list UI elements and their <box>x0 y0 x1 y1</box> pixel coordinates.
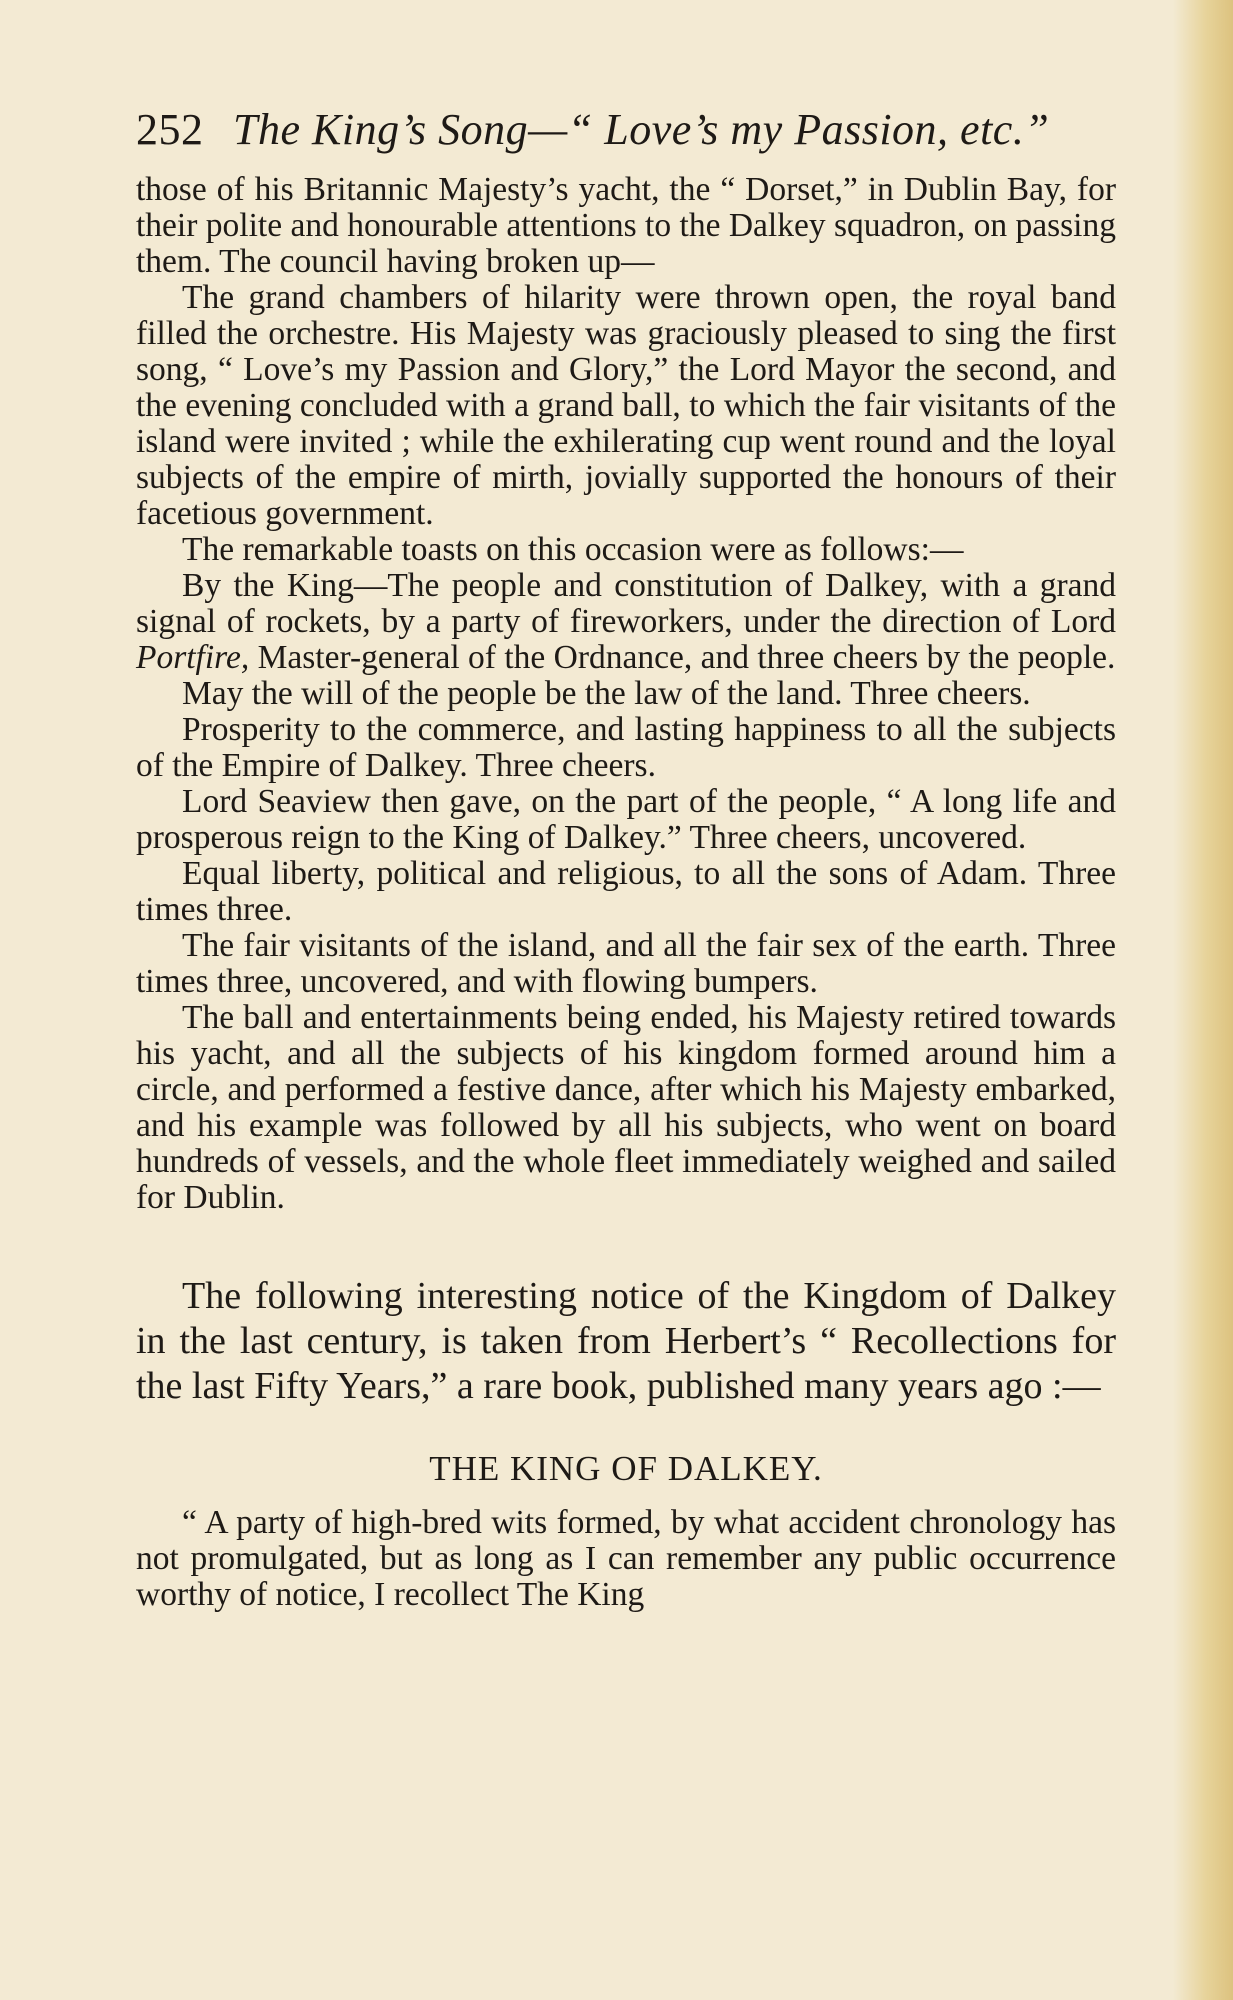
paragraph: The ball and entertainments being ended, his Majesty retired towards his yacht, and all the subjects of his kingdom formed around him a circle, and performed a festive dance, after which his Majesty embarked, and his example was followed by all his subjects, who went on board hundreds of vessels, and the whole fleet immediately weighed and sailed for Dublin. <box>136 999 1116 1216</box>
page-number: 252 <box>136 105 204 154</box>
running-title: The King’s Song—“ Love’s my Passion, etc.” <box>233 105 1050 154</box>
text-run: Master-general of the Ordnance, and three cheers by the people. <box>249 639 1116 676</box>
paragraph: May the will of the people be the law of the land. Three cheers. <box>182 675 1031 712</box>
paragraph <box>136 568 1116 676</box>
paragraph: Equal liberty, political and religious, to all the sons of Adam. Three times three. <box>136 855 1116 928</box>
section-heading: THE KING OF DALKEY. <box>429 1449 823 1488</box>
paragraph: Lord Seaview then gave, on the part of the people, “ A long life and prosperous reign to the King of Dalkey.” Three cheers, uncovered. <box>136 783 1116 856</box>
book-page <box>136 100 1116 1613</box>
paragraph: Prosperity to the commerce, and lasting happiness to all the subjects of the Empire of Dalkey. Three cheers. <box>136 711 1116 784</box>
text-run: By the King—The people and constitution of Dalkey, with a grand signal of rockets, by a party of fireworkers, under the direction of Lord <box>136 567 1116 640</box>
quote-block <box>136 1505 1116 1613</box>
page-edge <box>1173 0 1233 2000</box>
paragraph: The grand chambers of hilarity were thrown open, the royal band filled the orchestre. His Majesty was graciously pleased to sing the first song, “ Love’s my Passion and Glory,” the Lord Mayor the second, and the evening concluded with a grand ball, to which the fair visitants of the island were invited ; while the exhilerating cup went round and the loyal subjects of the empire of mirth, jovially supported the honours of their facetious government. <box>136 279 1116 532</box>
paragraph: those of his Britannic Majesty’s yacht, the “ Dorset,” in Dublin Bay, for their polite and honourable attentions to the Dalkey squadron, on passing them. The council having broken up— <box>136 171 1116 280</box>
running-head <box>136 100 1116 172</box>
italic-name: Portfire, <box>136 639 250 676</box>
quote-paragraph: “ A party of high-bred wits formed, by what accident chronology has not promulgated, but as long as I can remember any public occurrence worthy of notice, I recollect The King <box>136 1504 1116 1613</box>
body-text <box>136 172 1116 1216</box>
paragraph: The fair visitants of the island, and all the fair sex of the earth. Three times three, uncovered, and with flowing bumpers. <box>136 927 1116 1000</box>
paragraph: The remarkable toasts on this occasion were as follows:— <box>182 531 964 568</box>
intro-paragraph: The following interesting notice of the Kingdom of Dalkey in the last century, is taken from Herbert’s “ Recollections for the last Fifty Years,” a rare book, published many years ago :— <box>136 1275 1116 1407</box>
